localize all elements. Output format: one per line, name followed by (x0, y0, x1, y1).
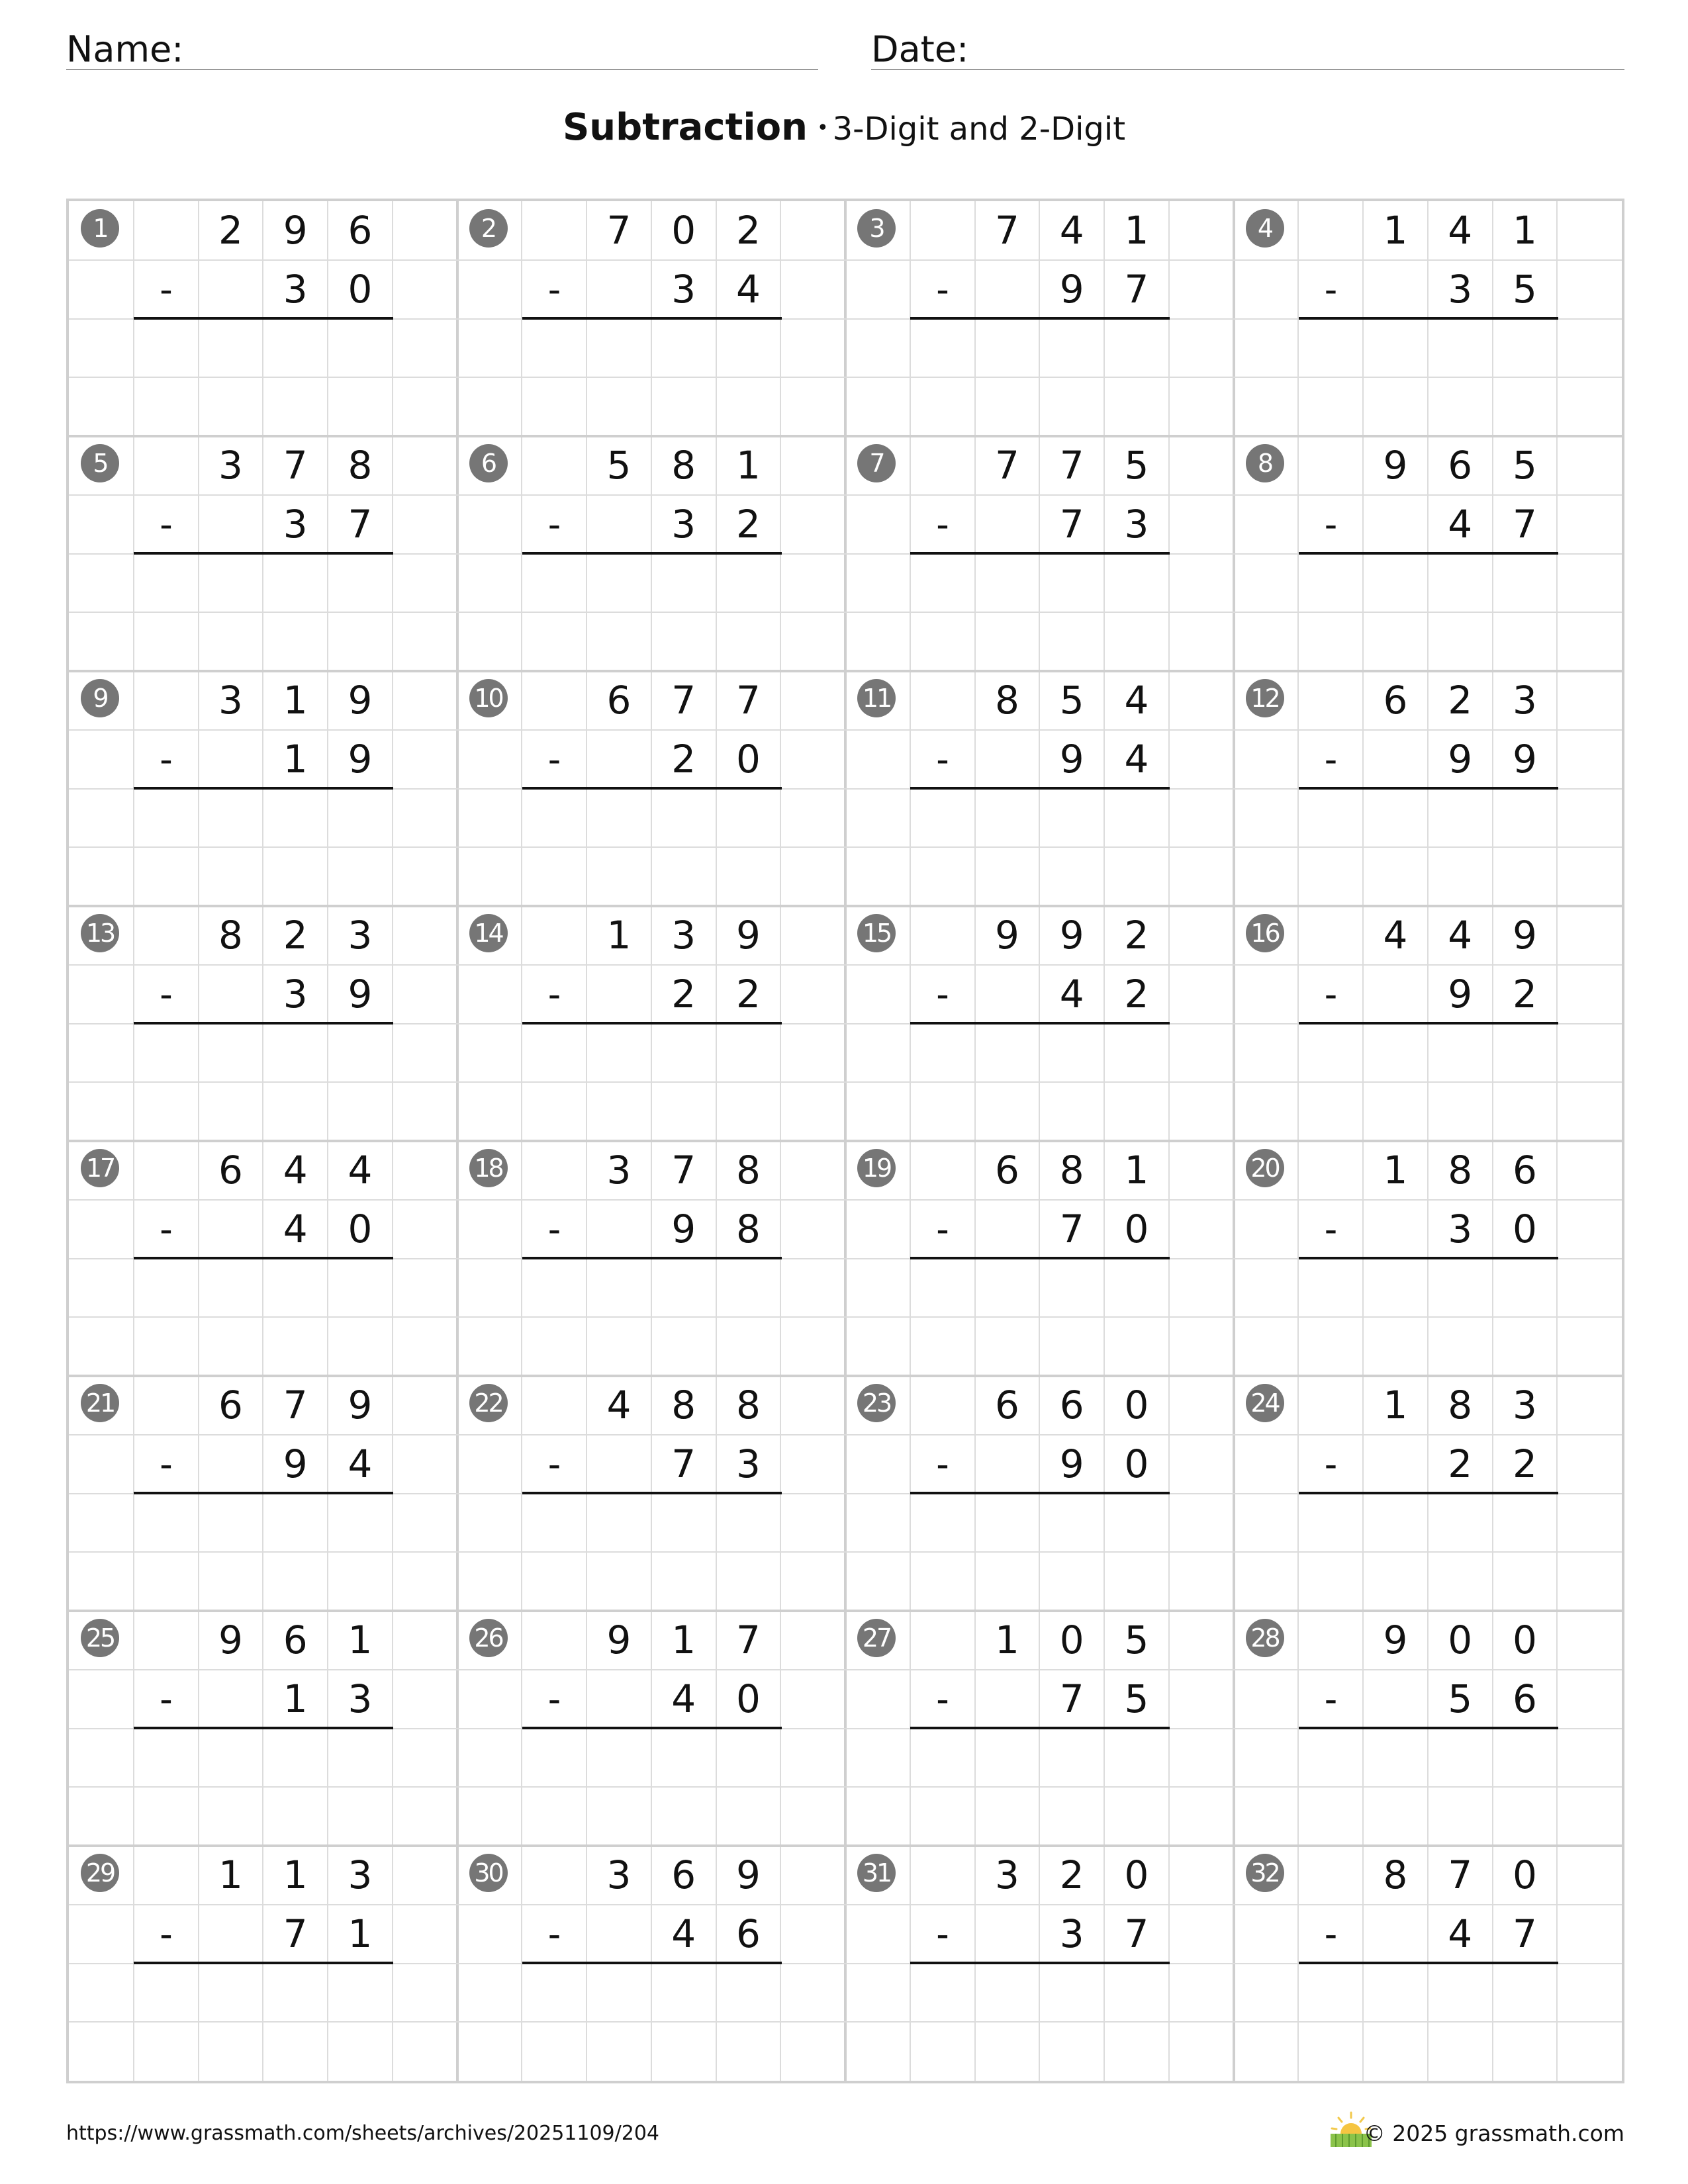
answer-line (1299, 1962, 1558, 1964)
minuend-digit: 0 (671, 208, 696, 253)
minuend-digit: 0 (1513, 1852, 1537, 1897)
subtrahend-digit: 4 (1448, 1911, 1473, 1956)
problem (69, 906, 458, 1142)
minuend-digit: 9 (218, 1617, 243, 1662)
footer-url: https://www.grassmath.com/sheets/archives/20251109/204 (66, 2122, 660, 2145)
problem (1234, 1376, 1623, 1612)
minus-sign: - (547, 1443, 561, 1485)
minuend-digit: 6 (218, 1148, 243, 1193)
answer-line (910, 552, 1170, 555)
minus-sign: - (547, 269, 561, 310)
answer-line (522, 1257, 782, 1259)
answer-line (1299, 1727, 1558, 1729)
problem (845, 671, 1235, 907)
subtrahend-digit: 3 (283, 501, 308, 547)
minuend-digit: 5 (1124, 1617, 1149, 1662)
subtrahend-digit: 7 (1059, 501, 1084, 547)
minuend-digit: 5 (1513, 443, 1537, 488)
minus-sign: - (160, 1208, 173, 1250)
subtrahend-digit: 2 (1124, 971, 1149, 1017)
problem-number-badge: 6 (469, 444, 508, 482)
minuend-digit: 8 (995, 678, 1019, 723)
minuend-digit: 3 (218, 678, 243, 723)
minuend-digit: 7 (283, 1383, 308, 1428)
minuend-digit: 2 (1124, 913, 1149, 958)
subtrahend-digit: 7 (348, 501, 373, 547)
subtrahend-digit: 7 (1124, 266, 1149, 312)
subtrahend-digit: 2 (1448, 1441, 1473, 1486)
minuend-digit: 7 (606, 208, 632, 253)
answer-line (910, 1022, 1170, 1024)
minuend-digit: 3 (348, 913, 373, 958)
minus-sign: - (1324, 1443, 1338, 1485)
subtrahend-digit: 9 (1059, 1441, 1084, 1486)
minus-sign: - (936, 1913, 949, 1955)
subtrahend-digit: 9 (671, 1206, 696, 1251)
minus-sign: - (1324, 1678, 1338, 1720)
subtrahend-digit: 7 (283, 1911, 308, 1956)
minuend-digit: 3 (1513, 1383, 1537, 1428)
minuend-digit: 2 (283, 913, 308, 958)
minuend-digit: 7 (671, 678, 696, 723)
subtrahend-digit: 9 (1448, 971, 1473, 1017)
problem-number-badge: 17 (81, 1149, 119, 1187)
answer-line (1299, 1022, 1558, 1024)
problem-number-badge: 4 (1246, 209, 1284, 248)
subtrahend-digit: 4 (1448, 501, 1473, 547)
problem-number-badge: 15 (857, 914, 896, 952)
minuend-digit: 4 (1383, 913, 1408, 958)
minuend-digit: 1 (283, 1852, 308, 1897)
answer-line (522, 552, 782, 555)
minuend-digit: 3 (1513, 678, 1537, 723)
problem-number-badge: 22 (469, 1384, 508, 1422)
minuend-digit: 8 (1448, 1148, 1473, 1193)
minus-sign: - (160, 974, 173, 1015)
problem-number-badge: 24 (1246, 1384, 1284, 1422)
minus-sign: - (160, 1913, 173, 1955)
minus-sign: - (547, 974, 561, 1015)
subtrahend-digit: 0 (736, 1676, 761, 1721)
minuend-digit: 7 (1059, 443, 1084, 488)
minuend-digit: 9 (995, 913, 1019, 958)
minuend-digit: 0 (1448, 1617, 1473, 1662)
problem (69, 1141, 458, 1377)
subtrahend-digit: 9 (283, 1441, 308, 1486)
subtrahend-digit: 4 (348, 1441, 373, 1486)
minus-sign: - (936, 974, 949, 1015)
minuend-digit: 4 (606, 1383, 632, 1428)
answer-line (522, 1492, 782, 1494)
subtrahend-digit: 2 (736, 501, 761, 547)
minus-sign: - (1324, 1208, 1338, 1250)
minuend-digit: 7 (1448, 1852, 1473, 1897)
problem-number-badge: 26 (469, 1619, 508, 1657)
minuend-digit: 4 (1124, 678, 1149, 723)
subtrahend-digit: 4 (1059, 971, 1084, 1017)
problem-number-badge: 21 (81, 1384, 119, 1422)
subtrahend-digit: 2 (1513, 971, 1537, 1017)
subtrahend-digit: 4 (736, 266, 761, 312)
minuend-digit: 6 (606, 678, 632, 723)
problem-number-badge: 28 (1246, 1619, 1284, 1657)
minuend-digit: 1 (1124, 208, 1149, 253)
minuend-digit: 6 (283, 1617, 308, 1662)
minuend-digit: 6 (348, 208, 373, 253)
minuend-digit: 4 (283, 1148, 308, 1193)
subtrahend-digit: 3 (283, 266, 308, 312)
minus-sign: - (160, 504, 173, 545)
minus-sign: - (936, 739, 949, 780)
minuend-digit: 1 (736, 443, 761, 488)
name-label: Name: (66, 28, 184, 70)
answer-line (1299, 1492, 1558, 1494)
minuend-digit: 1 (606, 913, 632, 958)
subtrahend-digit: 0 (348, 1206, 373, 1251)
minuend-digit: 8 (736, 1383, 761, 1428)
subtrahend-digit: 6 (1513, 1676, 1537, 1721)
minuend-digit: 2 (1448, 678, 1473, 723)
subtrahend-digit: 1 (283, 736, 308, 782)
problem (457, 1141, 847, 1377)
minuend-digit: 1 (348, 1617, 373, 1662)
problem (845, 1376, 1235, 1612)
problem-number-badge: 1 (81, 209, 119, 248)
subtrahend-digit: 4 (671, 1676, 696, 1721)
problem (1234, 436, 1623, 672)
problem (69, 1846, 458, 2081)
answer-line (1299, 1257, 1558, 1259)
minuend-digit: 2 (218, 208, 243, 253)
subtrahend-digit: 0 (736, 736, 761, 782)
answer-line (1299, 787, 1558, 790)
problem-number-badge: 19 (857, 1149, 896, 1187)
minus-sign: - (160, 1443, 173, 1485)
minuend-digit: 6 (671, 1852, 696, 1897)
subtrahend-digit: 5 (1513, 266, 1537, 312)
subtrahend-digit: 0 (348, 266, 373, 312)
minuend-digit: 4 (1448, 913, 1473, 958)
problem (1234, 906, 1623, 1142)
minus-sign: - (936, 1208, 949, 1250)
footer-copyright: © 2025 grassmath.com (1363, 2120, 1624, 2146)
subtrahend-digit: 4 (283, 1206, 308, 1251)
title-bullet: • (816, 116, 829, 140)
problem-number-badge: 29 (81, 1854, 119, 1892)
answer-line (910, 1962, 1170, 1964)
answer-line (910, 1727, 1170, 1729)
answer-line (134, 552, 393, 555)
minus-sign: - (936, 1678, 949, 1720)
problem-number-badge: 16 (1246, 914, 1284, 952)
answer-line (134, 1257, 393, 1259)
minus-sign: - (547, 1208, 561, 1250)
problem (1234, 1611, 1623, 1846)
minuend-digit: 6 (1059, 1383, 1084, 1428)
subtrahend-digit: 0 (1124, 1206, 1149, 1251)
minuend-digit: 7 (736, 1617, 761, 1662)
problem (457, 1376, 847, 1612)
problem-number-badge: 12 (1246, 679, 1284, 717)
minuend-digit: 9 (348, 1383, 373, 1428)
answer-line (1299, 552, 1558, 555)
minuend-digit: 9 (1383, 1617, 1408, 1662)
minuend-digit: 1 (995, 1617, 1019, 1662)
minuend-digit: 6 (995, 1148, 1019, 1193)
subtrahend-digit: 6 (736, 1911, 761, 1956)
problem-number-badge: 3 (857, 209, 896, 248)
subtrahend-digit: 7 (671, 1441, 696, 1486)
minus-sign: - (1324, 269, 1338, 310)
minuend-digit: 5 (1124, 443, 1149, 488)
date-label: Date: (871, 28, 969, 70)
minuend-digit: 3 (218, 443, 243, 488)
subtrahend-digit: 5 (1124, 1676, 1149, 1721)
worksheet-title (0, 106, 1688, 149)
minuend-digit: 8 (1448, 1383, 1473, 1428)
minuend-digit: 6 (1383, 678, 1408, 723)
minuend-digit: 7 (995, 443, 1019, 488)
minus-sign: - (936, 1443, 949, 1485)
minuend-digit: 6 (995, 1383, 1019, 1428)
problem-number-badge: 7 (857, 444, 896, 482)
problem (69, 201, 458, 437)
minuend-digit: 3 (348, 1852, 373, 1897)
subtrahend-digit: 4 (671, 1911, 696, 1956)
problem-number-badge: 32 (1246, 1854, 1284, 1892)
subtrahend-digit: 9 (1059, 266, 1084, 312)
minuend-digit: 3 (606, 1852, 632, 1897)
minuend-digit: 3 (995, 1852, 1019, 1897)
minuend-digit: 8 (671, 443, 696, 488)
problem (845, 906, 1235, 1142)
problem (457, 906, 847, 1142)
answer-line (1299, 317, 1558, 320)
subtrahend-digit: 3 (1124, 501, 1149, 547)
answer-line (134, 1962, 393, 1964)
subtrahend-digit: 8 (736, 1206, 761, 1251)
minuend-digit: 7 (736, 678, 761, 723)
problem-number-badge: 23 (857, 1384, 896, 1422)
subtrahend-digit: 3 (736, 1441, 761, 1486)
minuend-digit: 4 (1448, 208, 1473, 253)
minuend-digit: 8 (1383, 1852, 1408, 1897)
minuend-digit: 9 (606, 1617, 632, 1662)
minus-sign: - (160, 739, 173, 780)
minus-sign: - (1324, 504, 1338, 545)
minuend-digit: 1 (1124, 1148, 1149, 1193)
minuend-digit: 4 (348, 1148, 373, 1193)
answer-line (522, 1727, 782, 1729)
answer-line (134, 1492, 393, 1494)
problem (457, 201, 847, 437)
problem-number-badge: 14 (469, 914, 508, 952)
subtrahend-digit: 1 (348, 1911, 373, 1956)
problem (69, 1376, 458, 1612)
minus-sign: - (547, 1913, 561, 1955)
subtrahend-digit: 3 (671, 501, 696, 547)
minus-sign: - (936, 269, 949, 310)
problem-number-badge: 31 (857, 1854, 896, 1892)
minuend-digit: 7 (283, 443, 308, 488)
minus-sign: - (936, 504, 949, 545)
minuend-digit: 1 (218, 1852, 243, 1897)
minuend-digit: 5 (606, 443, 632, 488)
answer-line (910, 317, 1170, 320)
minuend-digit: 0 (1513, 1617, 1537, 1662)
minuend-digit: 9 (1513, 913, 1537, 958)
problem (69, 436, 458, 672)
minuend-digit: 8 (671, 1383, 696, 1428)
problem-number-badge: 8 (1246, 444, 1284, 482)
minuend-digit: 4 (1059, 208, 1084, 253)
minuend-digit: 9 (736, 913, 761, 958)
minuend-digit: 1 (1513, 208, 1537, 253)
answer-line (910, 1492, 1170, 1494)
subtrahend-digit: 7 (1059, 1206, 1084, 1251)
problem (1234, 1846, 1623, 2081)
subtrahend-digit: 2 (671, 971, 696, 1017)
subtrahend-digit: 2 (736, 971, 761, 1017)
answer-line (910, 787, 1170, 790)
subtrahend-digit: 9 (1059, 736, 1084, 782)
minus-sign: - (1324, 1913, 1338, 1955)
subtrahend-digit: 4 (1124, 736, 1149, 782)
subtrahend-digit: 3 (1448, 1206, 1473, 1251)
minuend-digit: 0 (1124, 1852, 1149, 1897)
subtrahend-digit: 9 (1448, 736, 1473, 782)
problem-number-badge: 5 (81, 444, 119, 482)
problem-number-badge: 20 (1246, 1149, 1284, 1187)
subtrahend-digit: 0 (1124, 1441, 1149, 1486)
minuend-digit: 2 (1059, 1852, 1084, 1897)
subtrahend-digit: 5 (1448, 1676, 1473, 1721)
minuend-digit: 9 (1383, 443, 1408, 488)
subtrahend-digit: 2 (671, 736, 696, 782)
minuend-digit: 1 (283, 678, 308, 723)
subtrahend-digit: 9 (348, 736, 373, 782)
minuend-digit: 0 (1059, 1617, 1084, 1662)
problem (845, 1611, 1235, 1846)
answer-line (522, 317, 782, 320)
minuend-digit: 9 (736, 1852, 761, 1897)
minuend-digit: 1 (1383, 1383, 1408, 1428)
problem (457, 1846, 847, 2081)
subtrahend-digit: 9 (348, 971, 373, 1017)
minuend-digit: 8 (1059, 1148, 1084, 1193)
problem (1234, 1141, 1623, 1377)
problem-number-badge: 13 (81, 914, 119, 952)
subtrahend-digit: 3 (671, 266, 696, 312)
minuend-digit: 3 (671, 913, 696, 958)
answer-line (134, 787, 393, 790)
minuend-digit: 0 (1124, 1383, 1149, 1428)
minus-sign: - (160, 269, 173, 310)
problem (69, 1611, 458, 1846)
problem-number-badge: 30 (469, 1854, 508, 1892)
minus-sign: - (1324, 974, 1338, 1015)
problem (1234, 201, 1623, 437)
minuend-digit: 7 (995, 208, 1019, 253)
subtrahend-digit: 0 (1513, 1206, 1537, 1251)
subtrahend-digit: 2 (1513, 1441, 1537, 1486)
problem (457, 1611, 847, 1846)
minuend-digit: 9 (348, 678, 373, 723)
title-main: Subtraction (562, 106, 808, 149)
problem-number-badge: 18 (469, 1149, 508, 1187)
problem-number-badge: 27 (857, 1619, 896, 1657)
subtrahend-digit: 3 (1059, 1911, 1084, 1956)
answer-line (522, 787, 782, 790)
problem-number-badge: 11 (857, 679, 896, 717)
minuend-digit: 3 (606, 1148, 632, 1193)
problem (845, 201, 1235, 437)
answer-line (134, 1022, 393, 1024)
subtrahend-digit: 7 (1513, 501, 1537, 547)
minus-sign: - (1324, 739, 1338, 780)
minuend-digit: 9 (283, 208, 308, 253)
problem (69, 671, 458, 907)
problem-number-badge: 2 (469, 209, 508, 248)
title-subtitle: 3-Digit and 2-Digit (832, 111, 1126, 148)
problem-number-badge: 9 (81, 679, 119, 717)
answer-line (134, 317, 393, 320)
problem-number-badge: 25 (81, 1619, 119, 1657)
problem (457, 436, 847, 672)
minuend-digit: 6 (1448, 443, 1473, 488)
problem-grid (66, 199, 1624, 2083)
minuend-digit: 1 (671, 1617, 696, 1662)
problem (457, 671, 847, 907)
problem-number-badge: 10 (469, 679, 508, 717)
subtrahend-digit: 7 (1513, 1911, 1537, 1956)
minus-sign: - (160, 1678, 173, 1720)
minuend-digit: 1 (1383, 208, 1408, 253)
problem (845, 1846, 1235, 2081)
minus-sign: - (547, 504, 561, 545)
minuend-digit: 6 (218, 1383, 243, 1428)
minuend-digit: 6 (1513, 1148, 1537, 1193)
subtrahend-digit: 9 (1513, 736, 1537, 782)
minus-sign: - (547, 1678, 561, 1720)
minuend-digit: 8 (348, 443, 373, 488)
subtrahend-digit: 3 (1448, 266, 1473, 312)
minuend-digit: 1 (1383, 1148, 1408, 1193)
answer-line (910, 1257, 1170, 1259)
problem (845, 436, 1235, 672)
minuend-digit: 8 (736, 1148, 761, 1193)
name-field[interactable] (66, 20, 818, 70)
answer-line (522, 1022, 782, 1024)
subtrahend-digit: 7 (1059, 1676, 1084, 1721)
answer-line (522, 1962, 782, 1964)
minuend-digit: 2 (736, 208, 761, 253)
problem (845, 1141, 1235, 1377)
subtrahend-digit: 7 (1124, 1911, 1149, 1956)
subtrahend-digit: 1 (283, 1676, 308, 1721)
subtrahend-digit: 3 (283, 971, 308, 1017)
subtrahend-digit: 3 (348, 1676, 373, 1721)
minuend-digit: 9 (1059, 913, 1084, 958)
minus-sign: - (547, 739, 561, 780)
date-field[interactable] (871, 20, 1624, 70)
problem (1234, 671, 1623, 907)
minuend-digit: 7 (671, 1148, 696, 1193)
minuend-digit: 5 (1059, 678, 1084, 723)
answer-line (134, 1727, 393, 1729)
minuend-digit: 8 (218, 913, 243, 958)
